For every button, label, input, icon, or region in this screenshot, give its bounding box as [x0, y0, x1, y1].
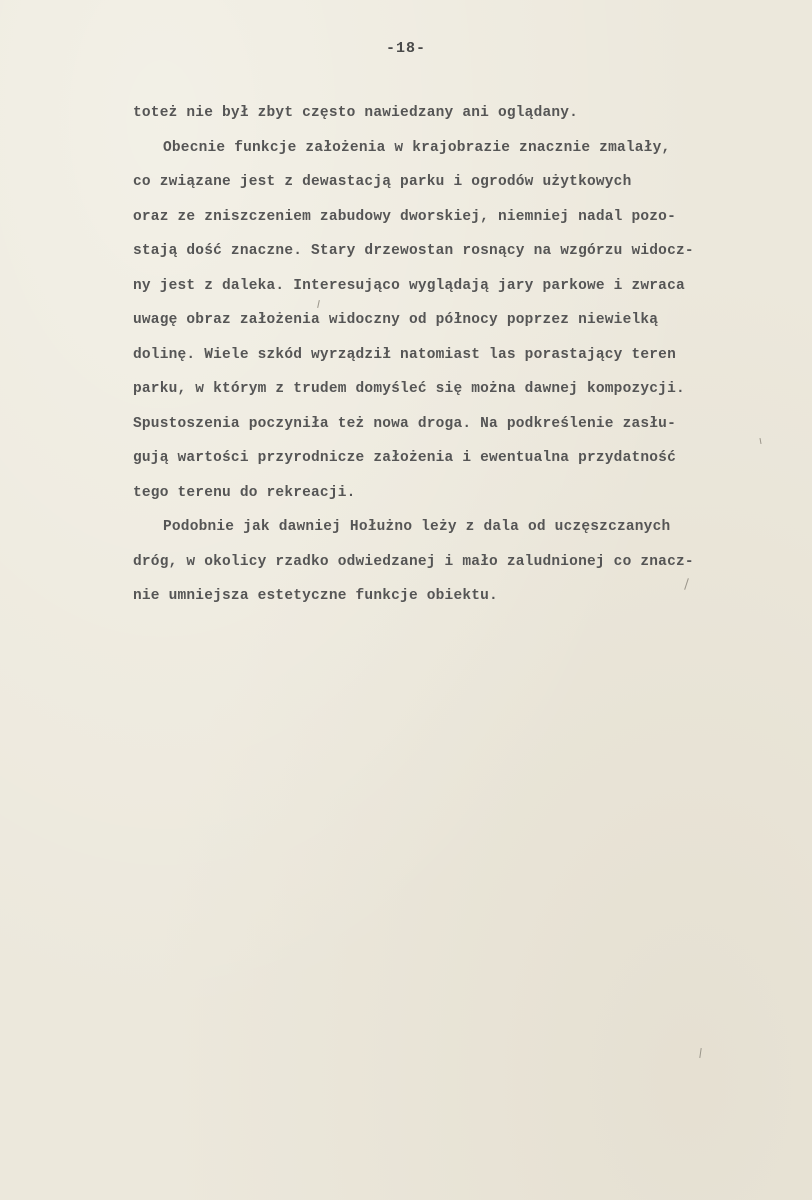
- text-line: dróg, w okolicy rzadko odwiedzanej i mało zaludnionej co znacz-: [133, 553, 694, 570]
- page-number: -18-: [385, 40, 426, 57]
- text-line: toteż nie był zbyt często nawiedzany ani oglądany.: [133, 105, 579, 121]
- text-line: parku, w którym z trudem domyśleć się można dawnej kompozycji.: [133, 381, 685, 397]
- text-line: co związane jest z dewastacją parku i ogrodów użytkowych: [133, 174, 632, 190]
- text-line: nie umniejsza estetyczne funkcje obiektu.: [133, 588, 498, 604]
- typed-text-body: [133, 96, 773, 614]
- paper-speck: [699, 1048, 701, 1058]
- text-line: ny jest z daleka. Interesująco wyglądają jary parkowe i zwraca: [133, 277, 685, 294]
- text-line: tego terenu do rekreacji.: [133, 484, 356, 501]
- text-line: Spustoszenia poczyniła też nowa droga. Na podkreślenie zasłu-: [133, 415, 676, 432]
- text-line: oraz ze zniszczeniem zabudowy dworskiej, niemniej nadal pozo-: [133, 208, 676, 225]
- text-line: Obecnie funkcje założenia w krajobrazie znacznie zmalały,: [163, 139, 671, 156]
- text-line: gują wartości przyrodnicze założenia i ewentualna przydatność: [133, 450, 676, 466]
- text-line: Podobnie jak dawniej Hołużno leży z dala od uczęszczanych: [163, 519, 671, 535]
- text-line: uwagę obraz założenia widoczny od północy poprzez niewielką: [133, 312, 659, 328]
- text-line: dolinę. Wiele szkód wyrządził natomiast las porastający teren: [133, 346, 676, 363]
- text-line: stają dość znaczne. Stary drzewostan rosnący na wzgórzu widocz-: [133, 243, 694, 259]
